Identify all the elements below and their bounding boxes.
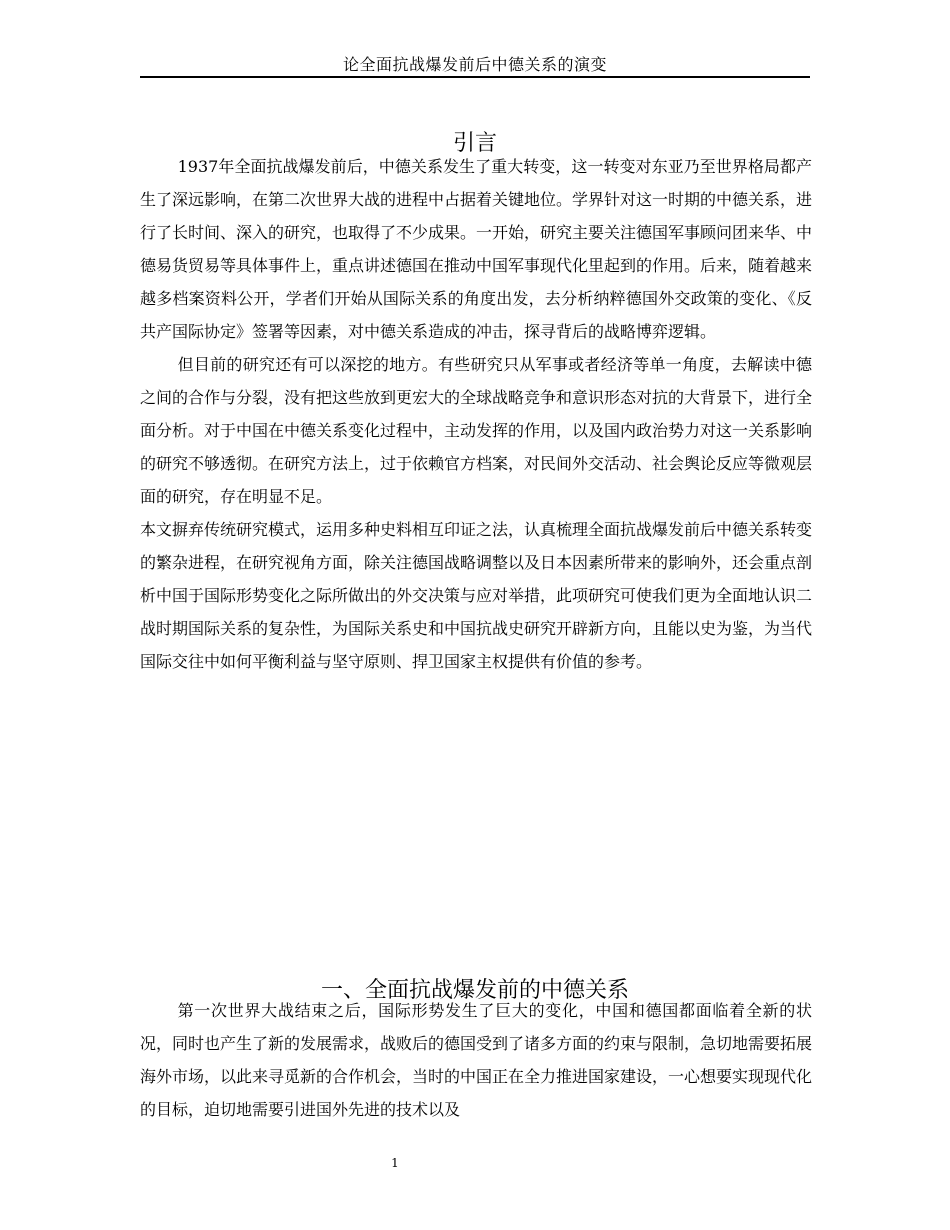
intro-paragraph-2: 但目前的研究还有可以深挖的地方。有些研究只从军事或者经济等单一角度，去解读中德之间的合作与分裂，没有把这些放到更宏大的全球战略竞争和意识形态对抗的大背景下，进行全面分析。对于中国在中德关系变化过程中，主动发挥的作用，以及国内政治势力对这一关系影响的研究不够透彻。在研究方法上，过于依赖官方档案，对民间外交活动、社会舆论反应等微观层面的研究，存在明显不足。 [140,355,813,506]
intro-paragraph-1: 1937年全面抗战爆发前后，中德关系发生了重大转变，这一转变对东亚乃至世界格局都产生了深远影响，在第二次世界大战的进程中占据着关键地位。学界针对这一时期的中德关系，进行了长时间、深入的研究，也取得了不少成果。一开始，研究主要关注德国军事顾问团来华、中德易货贸易等具体事件上，重点讲述德国在推动中国军事现代化里起到的作用。后来，随着越来越多档案资料公开，学者们开始从国际关系的角度出发，去分析纳粹德国外交政策的变化、《反共产国际协定》签署等因素，对中德关系造成的冲击，探寻背后的战略博弈逻辑。 [140,157,813,341]
introduction-heading: 引言 [452,130,497,156]
section-1-body [140,994,812,1126]
introduction-body [140,150,812,678]
section-1-heading: 一、全面抗战爆发前的中德关系 [320,978,629,1004]
intro-paragraph-3: 本文摒弃传统研究模式，运用多种史料相互印证之法，认真梳理全面抗战爆发前后中德关系转变的繁杂进程，在研究视角方面，除关注德国战略调整以及日本因素所带来的影响外，还会重点剖析中国于国际形势变化之际所做出的外交决策与应对举措，此项研究可使我们更为全面地认识二战时期国际关系的复杂性，为国际关系史和中国抗战史研究开辟新方向，且能以史为鉴，为当代国际交往中如何平衡利益与坚守原则、捍卫国家主权提供有价值的参考。 [140,520,813,671]
page-number: 1 [391,1156,399,1170]
section-1-paragraph-1: 第一次世界大战结束之后，国际形势发生了巨大的变化，中国和德国都面临着全新的状况，同时也产生了新的发展需求，战败后的德国受到了诸多方面的约束与限制，急切地需要拓展海外市场，以此来寻觅新的合作机会，当时的中国正在全力推进国家建设，一心想要实现现代化的目标，迫切地需要引进国外先进的技术以及 [140,1001,813,1119]
header-rule [140,76,810,78]
running-header: 论全面抗战爆发前后中德关系的演变 [342,55,607,74]
